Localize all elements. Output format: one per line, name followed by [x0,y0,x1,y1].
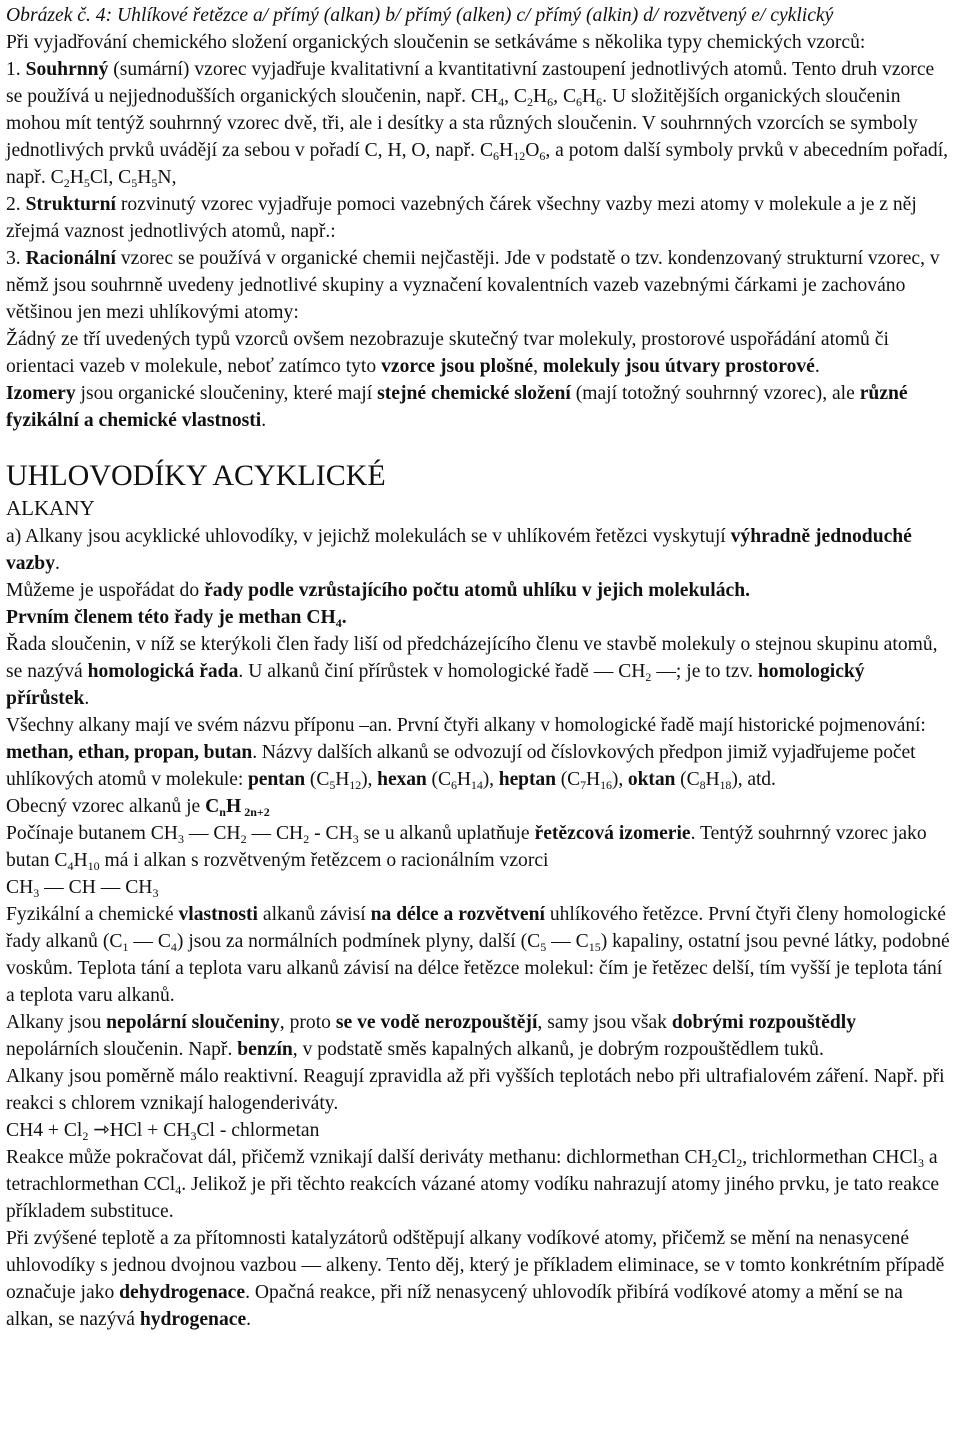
formula-type-2-paragraph: 2. Strukturní rozvinutý vzorec vyjadřuje pomoci vazebných čárek všechny vazby mezi atomy v molekule a je z něj zřejmá vaznost jednotlivých atomů, např.: [6,194,917,242]
formula-type-1-paragraph: 1. Souhrnný (sumární) vzorec vyjadřuje kvalitativní a kvantitativní zastoupení jednotlivých atomů. Tento druh vzorce se používá u nejjednodušších organických sloučenin, např. $CH_4$, $C_2H_6$, $C_6H_6$. U složitějších organických sloučenin mohou mít tentýž souhrnný vzorec dvě, tři, ale i desítky a sta různých sloučenin. V souhrnných vzorcích se symboly jednotlivých prvků uvádějí za sebou v pořadí C, H, O, např. $C_6H_{12}O_6$, a potom další symboly prvků v abecedním pořadí, např. $C_2H_5Cl$, $C_5H_5N$, [6,59,949,190]
solubility-paragraph: Alkany jsou nepolární sloučeniny, proto se ve vodě nerozpouštějí, samy jsou však dobrými rozpouštědly nepolárních sloučenin. Např. benzín, v podstatě směs kapalných alkanů, je dobrým rozpouštědlem tuků. [6,1012,857,1060]
formula-type-3-paragraph: 3. Racionální vzorec se používá v organické chemii nejčastěji. Jde v podstatě o tzv. kondenzovaný strukturní vzorec, v němž jsou souhrnně uvedeny jednotlivé skupiny a vyznačení kovalentních vazeb vazebnými čárkami je zachováno většinou jen mezi uhlíkovými atomy: [6,248,940,323]
chain-isomerism-paragraph: Počínaje butanem $CH_3$ — $CH_2$ — $CH_2 - CH_3$ se u alkanů uplatňuje řetězcová izomerie. Tentýž souhrnný vzorec jako butan $C_4H_{10}$ má i alkan s rozvětveným řetězcem o racionálním vzorci [6,823,927,873]
methane-paragraph: Prvním členem této řady je methan $CH_4$. [6,607,347,630]
alkane-names-paragraph: Všechny alkany mají ve svém názvu příponu –an. První čtyři alkany v homologické řadě mají historické pojmenování: methan, ethan, propan, butan. Názvy dalších alkanů se odvozují od číslovkových předpon jimiž vyjadřujeme počet uhlíkových atomů v molekule: pentan $(C_5H_{12})$, hexan $(C_6H_{14})$, heptan $(C_7H_{16})$, oktan $(C_8H_{18})$, atd. [6,715,926,792]
section-heading: UHLOVODÍKY ACYKLICKÉ [6,459,386,492]
alkanes-order-paragraph: Můžeme je uspořádat do řady podle vzrůstajícího počtu atomů uhlíku v jejich molekulách. [6,580,750,601]
properties-paragraph: Fyzikální a chemické vlastnosti alkanů závisí na délce a rozvětvení uhlíkového řetězce. První čtyři členy homologické řady alkanů ($C_1$ — $C_4$) jsou za normálních podmínek plyny, další ($C_5$ — $C_{15}$) kapaliny, ostatní jsou pevné látky, podobné voskům. Teplota tání a teplota varu alkanů závisí na délce řetězce molekul: čím je řetězec delší, tím vyšší je teplota tání a teplota varu alkanů. [6,904,950,1006]
reaction-equation: $CH4 + Cl_2$ ⇾HCl + $CH_3Cl$ - chlormetan [6,1120,320,1143]
figure-caption: Obrázek č. 4: Uhlíkové řetězce a/ přímý (alkan) b/ přímý (alken) c/ přímý (alkin) d/ rozvětvený e/ cyklický [6,5,834,26]
subsection-heading: ALKANY [6,496,95,520]
spatial-shape-paragraph: Žádný ze tří uvedených typů vzorců ovšem nezobrazuje skutečný tvar molekuly, prostorové uspořádání atomů či orientaci vazeb v molekule, neboť zatímco tyto vzorce jsou plošné, molekuly jsou útvary prostorové. [6,329,889,377]
isomers-paragraph: Izomery jsou organické sloučeniny, které mají stejné chemické složení (mají totožný souhrnný vzorec), ale různé fyzikální a chemické vlastnosti. [6,383,908,431]
alkanes-definition-paragraph: a) Alkany jsou acyklické uhlovodíky, v jejichž molekulách se v uhlíkovém řetězci vyskytují výhradně jednoduché vazby. [6,526,912,574]
dehydrogenation-paragraph: Při zvýšené teplotě a za přítomnosti katalyzátorů odštěpují alkany vodíkové atomy, přičemž se mění na nenasycené uhlovodíky s jednou dvojnou vazbou — alkeny. Tento děj, který je příkladem eliminace, se v tomto konkrétním případě označuje jako dehydrogenace. Opačná reakce, při níž nenasycený uhlovodík přibírá vodíkové atomy a mění se na alkan, se nazývá hydrogenace. [6,1228,945,1330]
reactivity-paragraph: Alkany jsou poměrně málo reaktivní. Reagují zpravidla až při vyšších teplotách nebo při ultrafialovém záření. Např. při reakci s chlorem vznikají halogenderiváty. [6,1066,945,1114]
substitution-paragraph: Reakce může pokračovat dál, přičemž vznikají další deriváty methanu: dichlormethan $CH_2Cl_2$, trichlormethan CHCl$_3$ a tetrachlormethan CCl$_4$. Jelikož je při těchto reakcích vázané atomy vodíku nahrazují atomy jiného prvku, je tato reakce příkladem substituce. [6,1147,940,1222]
rational-formula-line: $CH_3$ — CH — $CH_3$ [6,877,159,900]
intro-paragraph: Při vyjadřování chemického složení organických sloučenin se setkáváme s několika typy chemických vzorců: [6,32,866,53]
homologous-series-paragraph: Řada sloučenin, v níž se kterýkoli člen řady liší od předcházejícího členu ve stavbě molekuly o stejnou skupinu atomů, se nazývá homologická řada. U alkanů činí přírůstek v homologické řadě — $CH_2$ —; je to tzv. homologický přírůstek. [6,634,938,709]
general-formula-paragraph: Obecný vzorec alkanů je $C_nH$ $_{2n+2}$ [6,796,270,819]
